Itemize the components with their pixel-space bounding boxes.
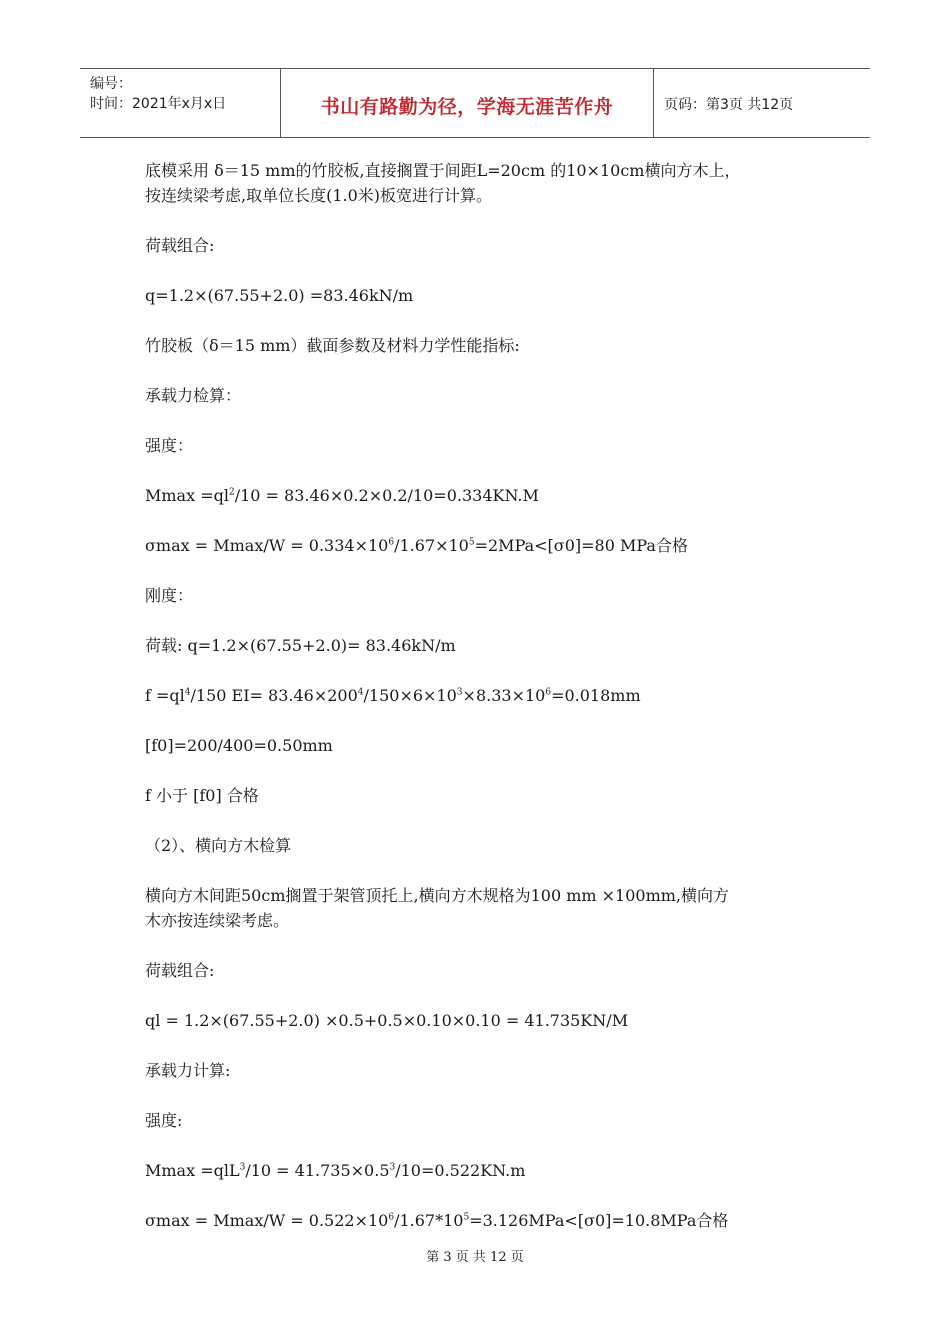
section-heading: 荷载组合: [145, 236, 215, 255]
section-heading: 承载力检算： [145, 386, 242, 405]
header-info-cell [80, 69, 281, 137]
formula-line: [f0]=200/400=0.50mm [145, 736, 333, 755]
section-heading: 荷载组合: [145, 961, 215, 980]
paragraph-line: 竹胶板（δ＝15 mm）截面参数及材料力学性能指标: [145, 336, 520, 355]
paragraph-line: 横向方木间距50cm搁置于架管顶托上,横向方木规格为100 mm ×100mm,横向方 [145, 886, 730, 905]
page-header [80, 68, 870, 138]
paragraph-line: 底模采用 δ＝15 mm的竹胶板,直接搁置于间距L=20cm 的10×10cm横向方木上， [145, 161, 741, 180]
section-heading: 强度: [145, 1111, 183, 1130]
document-number-label: 编号： [90, 76, 132, 92]
document-date-label: 时间：2021年x月x日 [90, 96, 227, 112]
formula-line: $Mmax =ql^2/10 = 83.46\times 0.2\times 0.2/10=0.334KN.M$ [145, 486, 539, 505]
section-heading: （2）、横向方木检算 [145, 836, 292, 855]
section-heading: 刚度： [145, 586, 194, 605]
section-heading: 强度： [145, 436, 194, 455]
header-page-cell [654, 69, 870, 137]
formula-line: $\sigma\max = Mmax/W = 0.522\times 10^6/1.67*10^5=3.126MPa<[\sigma 0]=10.8MPa$合格 [145, 1211, 729, 1230]
formula-line: $f =ql^4/150$ $EI= 83.46\times 200^4/150\times 6\times 10^3\times 8.33\times 10^6=0.018mm$ [145, 686, 641, 705]
formula-line: f 小于 [f0] 合格 [145, 786, 259, 805]
section-heading: 承载力计算: [145, 1061, 231, 1080]
header-page-number: 页码：第3页 共12页 [664, 97, 794, 113]
formula-line: q=1.2×(67.55+2.0) =83.46kN/m [145, 286, 414, 305]
formula-line: 荷载: q=1.2×(67.55+2.0)= 83.46kN/m [145, 636, 456, 655]
header-motto: 书山有路勤为径，学海无涯苦作舟 [320, 96, 614, 118]
paragraph-line: 按连续梁考虑,取单位长度(1.0米)板宽进行计算。 [145, 186, 493, 205]
formula-line: $Mmax =qlL^3/10 = 41.735\times 0.5^3/10=0.522KN.m$ [145, 1161, 526, 1180]
formula-line: ql = 1.2×(67.55+2.0) ×0.5+0.5×0.10×0.10 = 41.735KN/M [145, 1011, 629, 1030]
paragraph-line: 木亦按连续梁考虑。 [145, 911, 290, 930]
header-motto-cell [281, 69, 654, 137]
formula-line: $\sigma\max = Mmax/W = 0.334\times 10^6/1.67\times 10^5=2MPa<[\sigma 0]=80$ MPa合格 [145, 536, 688, 555]
page-footer: 第 3 页 共 12 页 [426, 1250, 524, 1265]
document-body [145, 158, 825, 1233]
